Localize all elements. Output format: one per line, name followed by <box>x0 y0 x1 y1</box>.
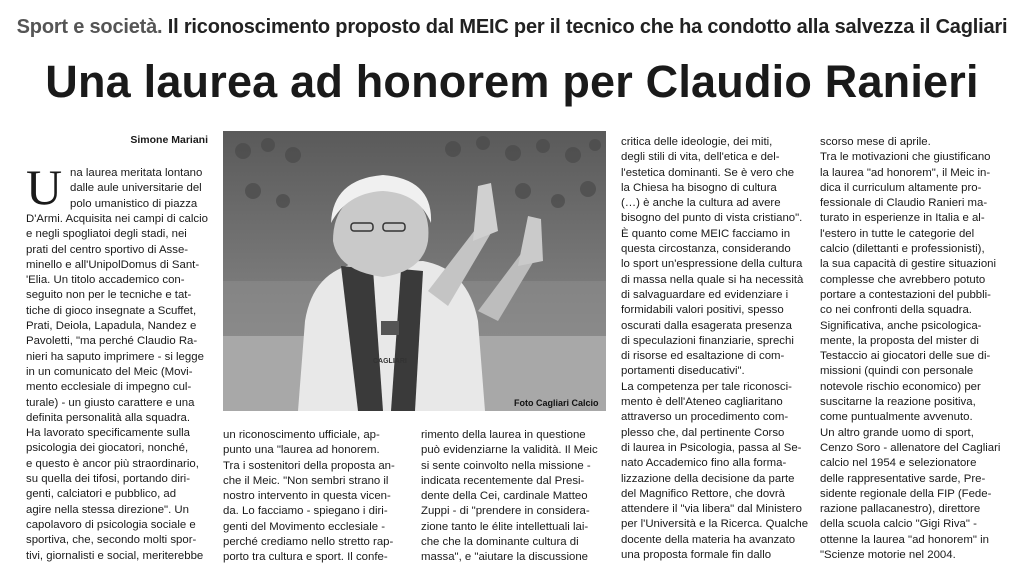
article-line: Zuppi - di "prendere in considera- <box>421 505 590 518</box>
article-line: plesso che, dal pertinente Corso <box>621 426 785 439</box>
article-line: per l'Università e la Ricerca. Qualche <box>621 518 809 531</box>
article-line: si sente coinvolto nella missione - <box>421 459 591 472</box>
article-line: di massa nella quale si ha necessità <box>621 273 804 286</box>
article-line: "Scienze motorie nel 2004. <box>820 549 956 562</box>
article-column-5 <box>820 135 1016 563</box>
article-line: co nei confronti della squadra. <box>820 304 972 317</box>
article-line: Cenzo Soro - allenatore del Cagliari <box>820 441 1001 454</box>
article-line: formidabili valori positivi, spesso <box>621 304 784 317</box>
article-line: mente, la proposta del mister di <box>820 334 979 347</box>
article-line: turale) - un giusto carattere e una <box>26 396 195 409</box>
article-line: Testaccio ai giocatori delle sue di- <box>820 350 991 363</box>
article-line: in un comunicato del Meic (Movi- <box>26 365 193 378</box>
article-line: che il Meic. "Non sembri strano il <box>223 474 389 487</box>
article-line: attendere il "via libera" dal Ministero <box>621 503 802 516</box>
section-label: Sport e società. <box>16 16 163 38</box>
article-line: oscurati dalla esagerata presenza <box>621 319 792 332</box>
article-line: complesse che avrebbero potuto <box>820 273 986 286</box>
article-line: razione pallacanestro), direttore <box>820 503 981 516</box>
article-line: una proposta formale fin dallo <box>621 549 772 562</box>
drop-cap: U <box>26 159 63 215</box>
article-line: Ha lavorato specificamente sulla <box>26 427 190 440</box>
article-column-1-full <box>26 212 210 564</box>
article-line: fessionale di Claudio Ranieri ma- <box>820 197 988 210</box>
article-line: questa circostanza, considerando <box>621 243 791 256</box>
article-line: genti del Movimento ecclesiale - <box>223 520 386 533</box>
article-line: nostro intervento in questa vicen- <box>223 490 391 503</box>
article-headline: Una laurea ad honorem per Claudio Ranieri <box>45 56 979 107</box>
article-line: sidente regionale della FIP (Fede- <box>820 487 992 500</box>
article-line: minello e all'UnipolDomus di Sant- <box>26 258 200 271</box>
article-line: polo umanistico di piazza <box>70 197 198 210</box>
article-line: tivi, giornalisti e social, meriterebbe <box>26 549 204 562</box>
article-line: un riconoscimento ufficiale, ap- <box>223 429 380 441</box>
article-line: massa", e "aiutare la discussione <box>421 551 589 564</box>
article-line: della scuola calcio "Gigi Riva" - <box>820 518 977 531</box>
article-line: Tra i sostenitori della proposta an- <box>223 459 395 472</box>
article-column-1 <box>70 166 210 212</box>
article-line: agire nella stessa direzione". Un <box>26 503 189 516</box>
article-line: capolavoro di psicologia sociale e <box>26 518 196 531</box>
article-line: di risorse ed esaltazione di com- <box>621 350 785 363</box>
article-line: zione tanto le élite intellettuali lai- <box>421 520 589 533</box>
article-line: del Magnifico Rettore, che dovrà <box>621 487 785 500</box>
article-line: Prati, Deiola, Lapadula, Nandez e <box>26 320 197 333</box>
article-photo <box>223 131 606 411</box>
article-line: delle rappresentative sarde, Pre- <box>820 472 986 485</box>
article-line: porto tra cultura e sport. Il confe- <box>223 551 388 564</box>
article-line: genti, calciatori e pubblico, ad <box>26 488 177 501</box>
article-line: come puntualmente avvenuto. <box>820 411 973 424</box>
article-line: dalle aule universitarie del <box>70 182 202 195</box>
article-line: Significativa, anche psicologica- <box>820 319 982 332</box>
article-line: di speculazioni finanziarie, sprechi <box>621 334 794 347</box>
article-line: degli stili di vita, dell'etica e del- <box>621 151 780 164</box>
article-column-2 <box>223 428 413 566</box>
article-line: la Chiesa ha bisogno di cultura <box>621 181 777 194</box>
article-line: mento ecclesiale di impegno cul- <box>26 381 192 394</box>
article-line: È quanto come MEIC facciamo in <box>621 227 791 240</box>
article-line: lo sport un'espressione della cultura <box>621 258 803 271</box>
ranieri-applauding-image <box>223 131 606 411</box>
article-line: portamenti diseducativi". <box>621 365 745 378</box>
article-line: prati del centro sportivo di Asse- <box>26 243 189 256</box>
article-line: attraverso un procedimento com- <box>621 411 789 424</box>
article-line: calcio nel 1954 e selezionatore <box>820 457 977 470</box>
article-line: definita personalità alla squadra. <box>26 411 191 424</box>
article-line: suscitarne la reazione positiva, <box>820 396 976 409</box>
article-line: rimento della laurea in questione <box>421 429 586 441</box>
article-line: perché crediamo nello stretto rap- <box>223 536 394 549</box>
article-line: tiche di gioco insegnate a Scuffet, <box>26 304 197 317</box>
photo-credit: Foto Cagliari Calcio <box>514 398 599 408</box>
article-line: dica il curriculum altamente pro- <box>820 181 982 194</box>
article-line: scorso mese di aprile. <box>820 136 931 148</box>
article-line: può evidenziarne la validità. Il Meic <box>421 444 598 457</box>
article-line: (…) è anche la cultura ad avere <box>621 197 781 210</box>
article-line: da. Lo facciamo - spiegano i diri- <box>223 505 388 518</box>
article-line: psicologia dei giocatori, nonché, <box>26 442 189 455</box>
article-line: sportiva, che, secondo molti spor- <box>26 534 197 547</box>
article-line: su quella dei tifosi, portando diri- <box>26 473 190 486</box>
article-line: Tra le motivazioni che giustificano <box>820 151 991 164</box>
article-line: ottenne la laurea "ad honorem" in <box>820 533 989 546</box>
article-line: turato in esperienze in Italia e al- <box>820 212 985 225</box>
article-column-4 <box>621 135 811 563</box>
article-line: la laurea "ad honorem", il Meic in- <box>820 166 991 179</box>
article-line: na laurea meritata lontano <box>70 167 203 179</box>
byline: Simone Mariani <box>130 134 208 146</box>
article-line: l'estero in tutte le categorie del <box>820 227 975 240</box>
article-line: docente della materia ha avanzato <box>621 533 796 546</box>
article-line: missioni (quindi con personale <box>820 365 974 378</box>
article-line: D'Armi. Acquisita nei campi di calcio <box>26 213 208 225</box>
article-line: e questo è ancor più straordinario, <box>26 457 199 470</box>
article-line: bisogno del punto di vista cristiano". <box>621 212 803 225</box>
article-kicker <box>0 16 1024 39</box>
article-line: mento è dell'Ateneo cagliaritano <box>621 396 783 409</box>
article-line: l'estetica dominanti. Se è vero che <box>621 166 795 179</box>
article-line: indicata recentemente dal Presi- <box>421 474 585 487</box>
article-line: nieri ha saputo imprimere - si legge <box>26 350 204 363</box>
article-line: la sua capacità di gestire situazioni <box>820 258 997 271</box>
shirt-lettering: CAGLIARI <box>373 358 407 365</box>
article-line: che che la dominante cultura di <box>421 536 579 549</box>
article-line: punto una "laurea ad honorem. <box>223 444 380 457</box>
article-line: notevole rischio economico) per <box>820 380 981 393</box>
article-column-3 <box>421 428 611 566</box>
article-line: lizzazione della decisione da parte <box>621 472 795 485</box>
article-subtitle: Il riconoscimento proposto dal MEIC per il tecnico che ha condotto alla salvezza il Cagliari <box>167 16 1008 38</box>
article-line: Pavoletti, "ma perché Claudio Ra- <box>26 335 198 348</box>
article-line: Un altro grande uomo di sport, <box>820 426 974 439</box>
article-line: nato Accademico fino alla forma- <box>621 457 787 470</box>
article-line: La competenza per tale riconosci- <box>621 380 792 393</box>
article-line: seguito non per le tecniche e tat- <box>26 289 192 302</box>
article-line: calcio (dilettanti e professionisti), <box>820 243 985 256</box>
article-line: dente della Cei, cardinale Matteo <box>421 490 588 503</box>
article-line: 'Elia. Un titolo accademico con- <box>26 274 185 287</box>
article-line: di laurea in Psicologia, passa al Se- <box>621 441 802 454</box>
article-line: critica delle ideologie, dei miti, <box>621 136 773 148</box>
article-line: e negli spogliatoi degli stadi, nei <box>26 228 187 241</box>
article-line: portare a contestazioni del pubbli- <box>820 288 991 301</box>
article-line: di salvaguardare ed evidenziare i <box>621 288 789 301</box>
